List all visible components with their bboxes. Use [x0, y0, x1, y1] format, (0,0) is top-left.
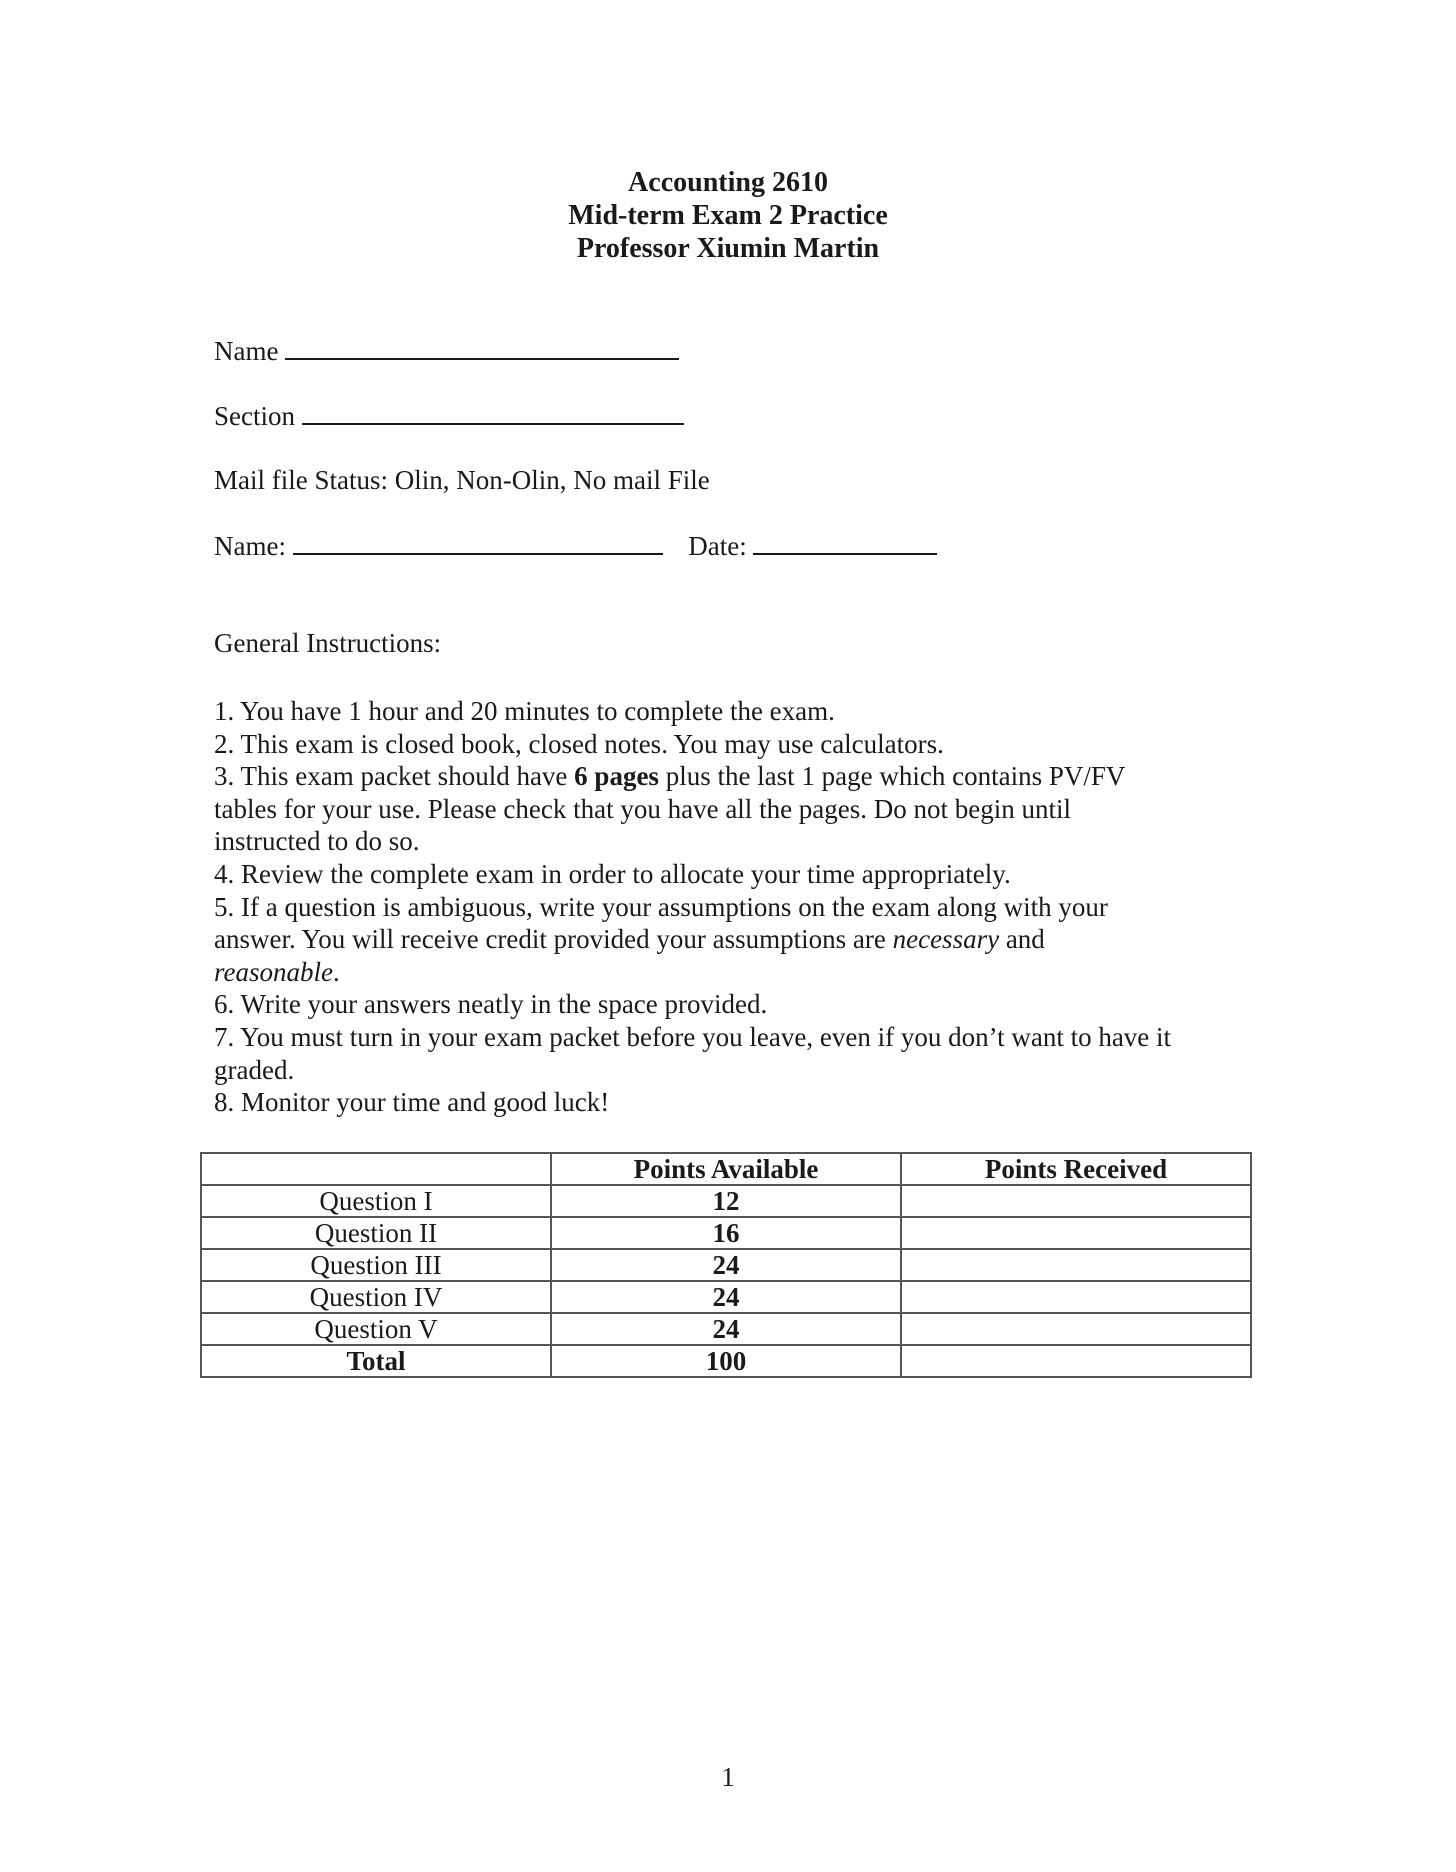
name-blank[interactable]	[285, 334, 679, 360]
table-total-row	[201, 1345, 1251, 1377]
table-header-points-available: Points Available	[551, 1153, 901, 1185]
points-available-cell: 24	[551, 1313, 901, 1345]
points-received-cell[interactable]	[901, 1249, 1251, 1281]
points-available-cell: 24	[551, 1281, 901, 1313]
total-received-cell[interactable]	[901, 1345, 1251, 1377]
reasonable-emphasis: reasonable	[214, 956, 333, 987]
instruction-item: 7. You must turn in your exam packet before you leave, even if you don’t want to have it graded.	[214, 1021, 1172, 1085]
name2-label: Name:	[214, 531, 286, 561]
name-field-row	[214, 334, 679, 367]
points-available-cell: 12	[551, 1185, 901, 1217]
instructions-heading: General Instructions:	[214, 628, 442, 658]
name-label: Name	[214, 336, 279, 366]
points-available-cell: 16	[551, 1217, 901, 1249]
score-table	[200, 1152, 1252, 1378]
course-title: Accounting 2610	[628, 167, 828, 198]
table-header-points-received: Points Received	[901, 1153, 1251, 1185]
total-label-cell: Total	[201, 1345, 551, 1377]
name2-blank[interactable]	[293, 529, 663, 555]
instruction-item: 3. This exam packet should have 6 pages plus the last 1 page which contains PV/FV tables for your use. Please check that you have all the pages. Do not begin until instructed to do so.	[214, 761, 1125, 857]
page-number: 1	[721, 1762, 735, 1792]
table-header-row	[201, 1153, 1251, 1185]
points-received-cell[interactable]	[901, 1185, 1251, 1217]
table-row	[201, 1313, 1251, 1345]
section-field-row	[214, 399, 684, 432]
necessary-emphasis: necessary	[892, 924, 1000, 955]
points-available-cell: 24	[551, 1249, 901, 1281]
table-row	[201, 1217, 1251, 1249]
question-cell: Question IV	[201, 1281, 551, 1313]
instruction-item: 2. This exam is closed book, closed notes. You may use calculators.	[214, 728, 944, 759]
exam-title: Mid-term Exam 2 Practice	[568, 200, 888, 231]
instruction-item: 1. You have 1 hour and 20 minutes to complete the exam.	[214, 696, 835, 726]
points-received-cell[interactable]	[901, 1281, 1251, 1313]
table-row	[201, 1249, 1251, 1281]
date-blank[interactable]	[753, 529, 937, 555]
question-cell: Question V	[201, 1313, 551, 1345]
section-label: Section	[214, 401, 295, 431]
question-cell: Question III	[201, 1249, 551, 1281]
question-cell: Question II	[201, 1217, 551, 1249]
professor-name: Professor Xiumin Martin	[576, 233, 880, 264]
total-points-cell: 100	[551, 1345, 901, 1377]
question-cell: Question I	[201, 1185, 551, 1217]
instruction-item: 6. Write your answers neatly in the space provided.	[214, 989, 768, 1020]
points-received-cell[interactable]	[901, 1217, 1251, 1249]
instructions-list	[214, 695, 1174, 1119]
page-count-emphasis: 6 pages	[574, 761, 659, 792]
section-blank[interactable]	[302, 399, 684, 425]
table-row	[201, 1185, 1251, 1217]
instruction-item: 4. Review the complete exam in order to allocate your time appropriately.	[214, 858, 1011, 889]
mail-status-line: Mail file Status: Olin, Non-Olin, No mail File	[214, 465, 710, 495]
instruction-item: 8. Monitor your time and good luck!	[214, 1087, 610, 1118]
points-received-cell[interactable]	[901, 1313, 1251, 1345]
table-header-blank	[201, 1153, 551, 1185]
table-row	[201, 1281, 1251, 1313]
exam-header	[0, 166, 1456, 265]
date-label: Date:	[688, 531, 747, 561]
instruction-item: 5. If a question is ambiguous, write your assumptions on the exam along with your answer. You will receive credit provided your assumptions are necessary and reasonable.	[214, 891, 1108, 987]
name-date-row	[214, 529, 937, 562]
